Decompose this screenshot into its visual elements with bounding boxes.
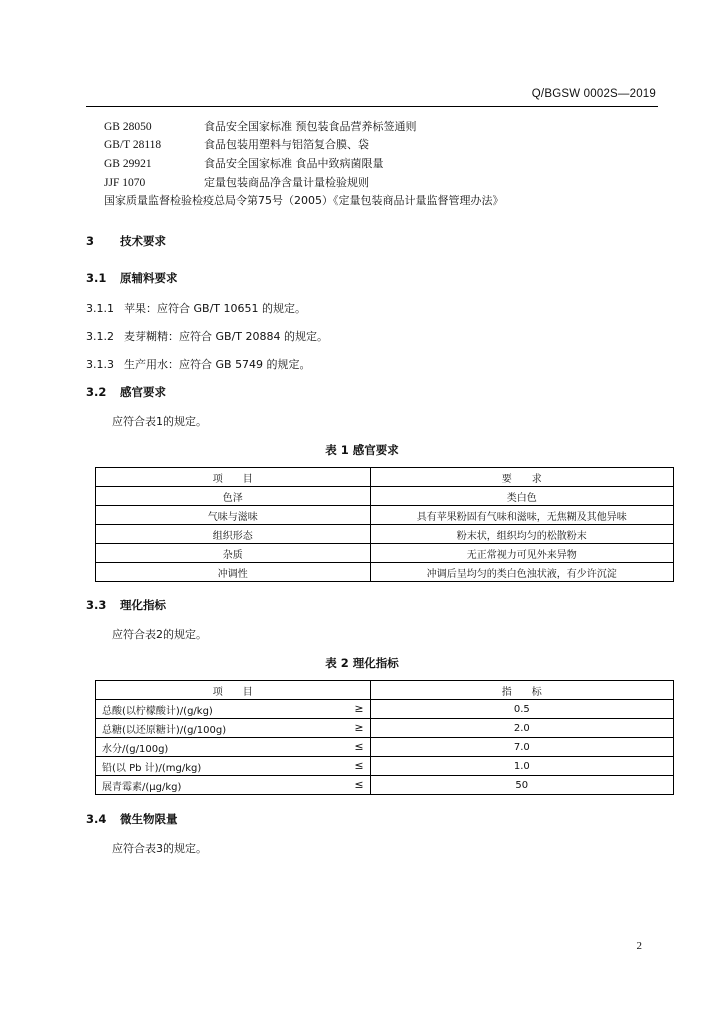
section-title: 技术要求 <box>120 234 166 248</box>
table-header-row <box>96 468 674 487</box>
section-3-4-paragraph: 应符合表3的规定。 <box>112 842 207 855</box>
reference-title: 食品安全国家标准 食品中致病菌限量 <box>204 157 384 170</box>
table-cell: 粉末状，组织均匀的松散粉末 <box>370 525 673 544</box>
section-title: 感官要求 <box>120 385 166 399</box>
item-name: 总糖(以还原糖计)/(g/100g) <box>102 724 227 736</box>
reference-code: GB 28050 <box>104 121 152 133</box>
clause-number: 3.1.3 <box>86 358 114 371</box>
clause-3-1-2 <box>86 328 328 344</box>
reference-extra: 国家质量监督检验检疫总局令第75号（2005）《定量包装商品计量监督管理办法》 <box>104 194 504 207</box>
comparison-symbol: ≥ <box>354 720 364 734</box>
table-row <box>96 757 674 776</box>
table-row <box>96 487 674 506</box>
section-3-3-paragraph: 应符合表2的规定。 <box>112 628 207 641</box>
table-cell <box>96 700 371 719</box>
table-row <box>96 776 674 795</box>
section-3-2-heading <box>86 384 166 400</box>
reference-row <box>104 119 417 135</box>
clause-text: 生产用水：应符合 GB 5749 的规定。 <box>124 358 311 371</box>
table-cell: 7.0 <box>370 738 673 757</box>
table-row <box>96 700 674 719</box>
reference-row <box>104 175 369 191</box>
section-number: 3.1 <box>86 271 107 285</box>
section-3-2-paragraph: 应符合表1的规定。 <box>112 415 207 428</box>
table-2-caption: 表 2 理化指标 <box>325 656 399 670</box>
table-cell: 50 <box>370 776 673 795</box>
table-1-sensory <box>95 467 674 582</box>
clause-text: 麦芽糊精：应符合 GB/T 20884 的规定。 <box>124 330 328 343</box>
table-cell: 0.5 <box>370 700 673 719</box>
table-cell: 具有苹果粉固有气味和滋味，无焦糊及其他异味 <box>370 506 673 525</box>
table-cell: 无正常视力可见外来异物 <box>370 544 673 563</box>
section-title: 原辅料要求 <box>120 271 178 285</box>
reference-code: JJF 1070 <box>104 177 146 189</box>
table-row <box>96 738 674 757</box>
clause-3-1-3 <box>86 356 311 372</box>
section-3-4-heading <box>86 811 178 827</box>
reference-code: GB/T 28118 <box>104 139 162 151</box>
section-number: 3.2 <box>86 385 107 399</box>
table-header-cell: 项 目 <box>96 468 371 487</box>
table-cell: 组织形态 <box>96 525 371 544</box>
reference-row <box>104 156 384 172</box>
table-cell <box>96 776 371 795</box>
table-header-cell: 项 目 <box>96 681 371 700</box>
section-number: 3.4 <box>86 812 107 826</box>
reference-title: 食品包装用塑料与铝箔复合膜、袋 <box>204 138 369 151</box>
clause-number: 3.1.2 <box>86 330 114 343</box>
table-cell <box>96 757 371 776</box>
comparison-symbol: ≤ <box>354 777 364 791</box>
table-cell <box>96 719 371 738</box>
item-name: 展青霉素/(μg/kg) <box>102 781 182 793</box>
header-rule <box>86 106 658 107</box>
clause-text: 苹果：应符合 GB/T 10651 的规定。 <box>124 302 306 315</box>
item-name: 铅(以 Pb 计)/(mg/kg) <box>102 762 202 774</box>
table-row <box>96 563 674 582</box>
table-header-cell: 指 标 <box>370 681 673 700</box>
table-cell <box>96 738 371 757</box>
clause-number: 3.1.1 <box>86 302 114 315</box>
table-header-row <box>96 681 674 700</box>
comparison-symbol: ≥ <box>354 701 364 715</box>
reference-row <box>104 137 369 153</box>
table-row <box>96 525 674 544</box>
comparison-symbol: ≤ <box>354 739 364 753</box>
table-cell: 气味与滋味 <box>96 506 371 525</box>
reference-title: 食品安全国家标准 预包装食品营养标签通则 <box>204 120 417 133</box>
reference-title: 定量包装商品净含量计量检验规则 <box>204 176 369 189</box>
table-2-physicochemical <box>95 680 674 795</box>
comparison-symbol: ≤ <box>354 758 364 772</box>
clause-3-1-1 <box>86 300 306 316</box>
table-row <box>96 719 674 738</box>
table-header-cell: 要 求 <box>370 468 673 487</box>
table-cell: 2.0 <box>370 719 673 738</box>
reference-code: GB 29921 <box>104 158 152 170</box>
table-cell: 杂质 <box>96 544 371 563</box>
table-cell: 冲调性 <box>96 563 371 582</box>
table-cell: 1.0 <box>370 757 673 776</box>
table-row <box>96 544 674 563</box>
section-title: 理化指标 <box>120 598 166 612</box>
table-1-caption: 表 1 感官要求 <box>325 443 399 457</box>
section-3-3-heading <box>86 597 166 613</box>
item-name: 总酸(以柠檬酸计)/(g/kg) <box>102 705 213 717</box>
section-3-1-heading <box>86 270 178 286</box>
section-number: 3 <box>86 234 95 248</box>
section-3-heading <box>86 233 166 249</box>
table-cell: 类白色 <box>370 487 673 506</box>
table-cell: 色泽 <box>96 487 371 506</box>
section-title: 微生物限量 <box>120 812 178 826</box>
table-cell: 冲调后呈均匀的类白色浊状液，有少许沉淀 <box>370 563 673 582</box>
table-row <box>96 506 674 525</box>
page-number: 2 <box>636 940 642 952</box>
section-number: 3.3 <box>86 598 107 612</box>
document-code: Q/BGSW 0002S—2019 <box>531 88 656 100</box>
item-name: 水分/(g/100g) <box>102 743 169 755</box>
